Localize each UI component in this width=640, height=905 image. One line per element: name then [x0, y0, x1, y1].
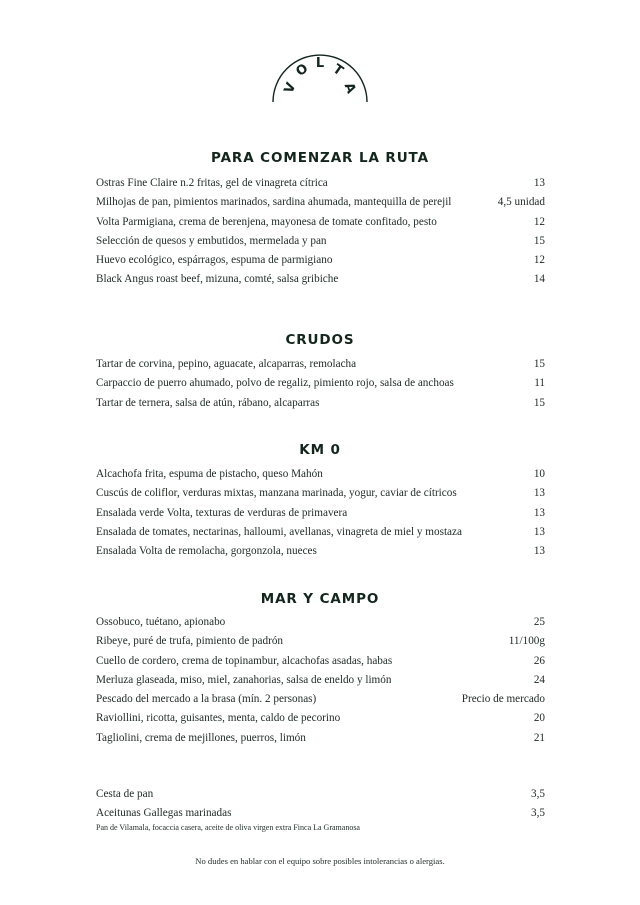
menu-list-km0 — [96, 465, 545, 561]
menu-item — [96, 270, 545, 289]
menu-item — [96, 690, 545, 709]
item-price: Precio de mercado — [461, 693, 545, 706]
item-price: 12 — [533, 215, 545, 228]
menu-item — [96, 504, 545, 523]
section-title-crudos: CRUDOS — [285, 332, 355, 348]
extras-item — [96, 785, 545, 804]
item-price: 13 — [533, 487, 545, 500]
item-name: Ribeye, puré de trufa, pimiento de padrón — [96, 635, 284, 648]
item-price: 15 — [533, 358, 545, 370]
item-price: 15 — [533, 396, 545, 409]
menu-item — [96, 632, 545, 651]
logo-letter-a: A — [340, 80, 359, 96]
item-name: Raviollini, ricotta, guisantes, menta, caldo de pecorino — [96, 712, 341, 725]
extras-note: Pan de Vilamala, focaccia casera, aceite de oliva virgen extra Finca La Gramanosa — [96, 822, 360, 832]
item-price: 21 — [533, 731, 545, 744]
item-price: 3,5 — [531, 807, 545, 820]
item-name: Black Angus roast beef, mizuna, comté, salsa gribiche — [96, 273, 339, 286]
menu-item — [96, 709, 545, 728]
item-price: 25 — [533, 616, 545, 628]
item-name: Ensalada de tomates, nectarinas, halloumi, avellanas, vinagreta de miel y mostaza — [96, 525, 462, 538]
item-name: Ensalada Volta de remolacha, gorgonzola, nueces — [96, 545, 317, 558]
section-title-para-comenzar: PARA COMENZAR LA RUTA — [211, 150, 429, 166]
menu-item — [96, 671, 545, 690]
item-price: 15 — [533, 234, 545, 247]
item-price: 24 — [533, 673, 545, 686]
menu-list-crudos — [96, 355, 545, 413]
menu-item — [96, 193, 545, 212]
item-name: Ensalada verde Volta, texturas de verduras de primavera — [96, 506, 348, 519]
item-name: Tagliolini, crema de mejillones, puerros, limón — [96, 731, 306, 744]
item-name: Carpaccio de puerro ahumado, polvo de regaliz, pimiento rojo, salsa de anchoas — [96, 377, 454, 390]
item-name: Pescado del mercado a la brasa (mín. 2 personas) — [96, 693, 317, 706]
menu-item — [96, 613, 545, 632]
menu-item — [96, 465, 545, 484]
item-name: Alcachofa frita, espuma de pistacho, queso Mahón — [96, 468, 323, 480]
item-price: 13 — [533, 525, 545, 538]
item-price: 4,5 unidad — [497, 196, 545, 209]
item-price: 13 — [533, 177, 545, 189]
menu-item — [96, 523, 545, 542]
logo-letter-l: L — [315, 56, 325, 71]
item-name: Huevo ecológico, espárragos, espuma de parmigiano — [96, 254, 333, 267]
item-name: Ostras Fine Claire n.2 fritas, gel de vinagreta cítrica — [96, 177, 328, 189]
menu-item — [96, 174, 545, 193]
menu-item — [96, 542, 545, 561]
item-price: 26 — [533, 654, 545, 667]
menu-item — [96, 251, 545, 270]
menu-item — [96, 729, 545, 748]
menu-item — [96, 484, 545, 503]
item-price: 14 — [533, 273, 545, 286]
menu-list-para-comenzar — [96, 174, 545, 290]
menu-item — [96, 232, 545, 251]
volta-logo — [270, 42, 370, 104]
menu-item — [96, 374, 545, 393]
item-name: Cesta de pan — [96, 788, 154, 800]
item-price: 20 — [533, 712, 545, 725]
item-price: 11/100g — [508, 635, 545, 648]
section-title-mar-y-campo: MAR Y CAMPO — [260, 591, 380, 607]
menu-item — [96, 213, 545, 232]
item-name: Selección de quesos y embutidos, mermelada y pan — [96, 234, 327, 247]
item-price: 13 — [533, 506, 545, 519]
section-title-km0: KM 0 — [299, 442, 341, 458]
menu-list-mar-y-campo — [96, 613, 545, 748]
item-price: 10 — [533, 468, 545, 480]
extras-list — [96, 785, 545, 833]
item-price: 12 — [533, 254, 545, 267]
menu-item — [96, 652, 545, 671]
item-name: Aceitunas Gallegas marinadas — [96, 807, 232, 820]
logo-letter-o: O — [293, 61, 312, 80]
item-name: Milhojas de pan, pimientos marinados, sardina ahumada, mantequilla de perejil — [96, 196, 452, 209]
menu-item — [96, 355, 545, 374]
item-name: Tartar de corvina, pepino, aguacate, alcaparras, remolacha — [96, 358, 357, 370]
logo-letter-t: T — [329, 61, 346, 80]
menu-item — [96, 394, 545, 413]
item-price: 3,5 — [531, 788, 545, 800]
extras-item — [96, 804, 545, 823]
item-name: Volta Parmigiana, crema de berenjena, mayonesa de tomate confitado, pesto — [96, 215, 437, 228]
item-name: Tartar de ternera, salsa de atún, rábano, alcaparras — [96, 396, 320, 409]
allergy-footer-note: No dudes en hablar con el equipo sobre posibles intolerancias o alergias. — [195, 856, 445, 866]
item-price: 13 — [533, 545, 545, 558]
item-price: 11 — [534, 377, 545, 390]
item-name: Cuscús de coliflor, verduras mixtas, manzana marinada, yogur, caviar de cítricos — [96, 487, 457, 500]
item-name: Cuello de cordero, crema de topinambur, alcachofas asadas, habas — [96, 654, 393, 667]
logo-letter-v: V — [281, 80, 300, 96]
item-name: Ossobuco, tuétano, apionabo — [96, 616, 226, 628]
item-name: Merluza glaseada, miso, miel, zanahorias, salsa de eneldo y limón — [96, 673, 392, 686]
